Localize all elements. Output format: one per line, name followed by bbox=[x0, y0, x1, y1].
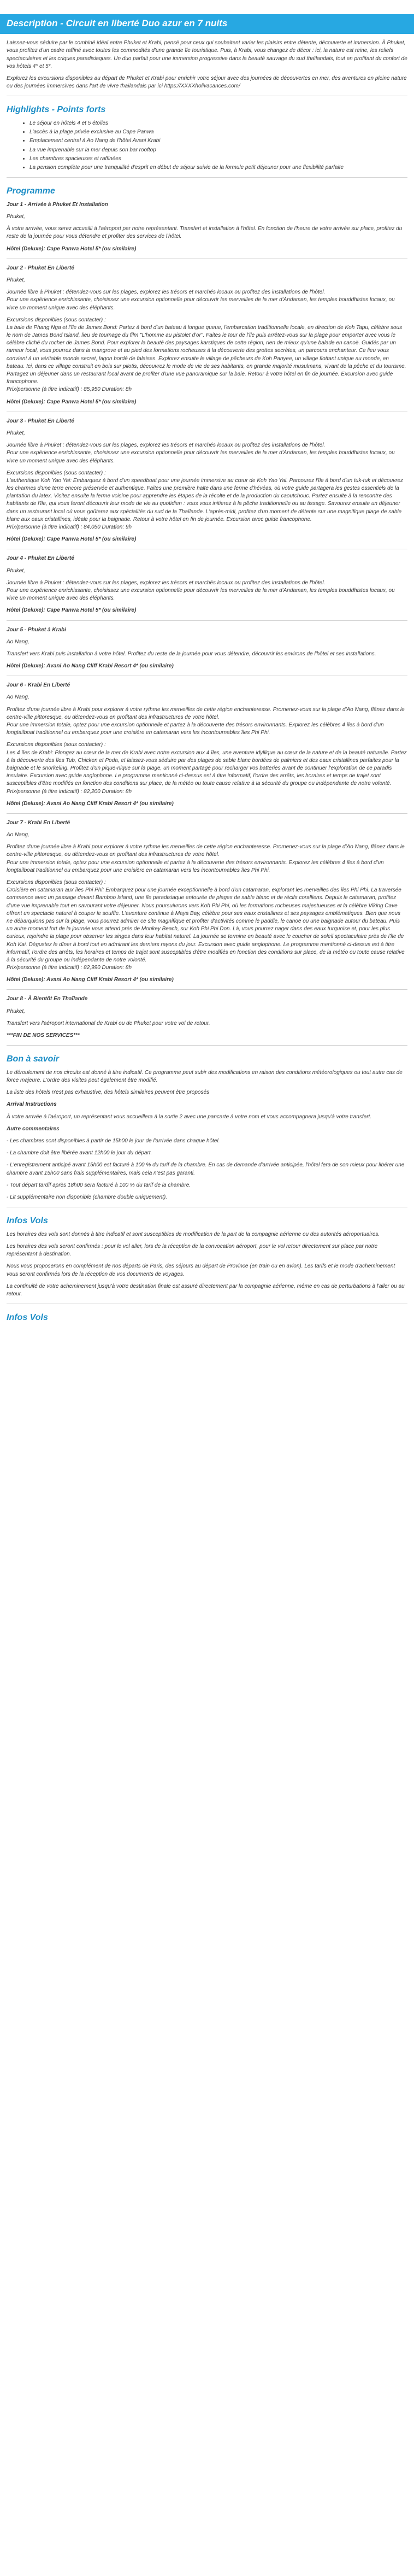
highlight-item: • Emplacement central à Ao Nang de l'hôtel Avani Krabi bbox=[29, 137, 407, 145]
page-title: Description - Circuit en liberté Duo azur en 7 nuits bbox=[7, 18, 228, 28]
day-hotel: Hôtel (Deluxe): Cape Panwa Hotel 5* (ou similaire) bbox=[7, 245, 137, 252]
day-location: Phuket, bbox=[7, 430, 25, 436]
intro-paragraph-2: Explorez les excursions disponibles au départ de Phuket et Krabi pour enrichir votre séjour avec des journées de découvertes en mer, des aventures en pleine nature ou des journées immersives dans l'art de vivre thaïlandais par ici https://XXXXholivacances.com/ bbox=[7, 75, 407, 90]
divider bbox=[7, 989, 407, 990]
infos-vols-heading-2: Infos Vols bbox=[7, 1313, 48, 1323]
info-paragraph: Le déroulement de nos circuits est donné à titre indicatif. Ce programme peut subir des modifications en raison des conditions météorologiques ou tout autre cas de force majeure. L'ordre des visites peut également être modifié. bbox=[7, 1069, 403, 1084]
highlights-section bbox=[0, 120, 414, 172]
day-location: Phuket, bbox=[7, 277, 25, 283]
day-title: Jour 3 - Phuket En Liberté bbox=[7, 418, 74, 424]
day-description: Transfert vers l'aéroport international de Krabi ou de Phuket pour votre vol de retour. bbox=[7, 1020, 210, 1026]
day-description: Journée libre à Phuket : détendez-vous sur les plages, explorez les trésors et marchés locaux ou profitez des installations de l'hôtel. Pour une expérience enrichissante, choisissez une excursion optionnelle pour découvrir les merveilles de la mer d'Andaman, les temples bouddhistes locaux, ou vivre un moment unique avec des éléphants. bbox=[7, 442, 395, 464]
intro-section bbox=[0, 39, 414, 90]
day-description: Profitez d'une journée libre à Krabi pour explorer à votre rythme les merveilles de cette région enchanteresse. Promenez-vous sur la plage d'Ao Nang, flânez dans le centre-ville pittoresque, ou détendez-vous en profitant des infrastructures de votre hôtel. Pour une immersion totale, optez pour une excursion optionnelle et partez à la découverte des trésors environnants. Explorez les célèbres 4 îles à bord d'un longtailboat traditionnel ou embarquez pour une croisière en catamaran vers les incontournables îles Phi Phi. bbox=[7, 706, 405, 736]
highlights-heading: Highlights - Points forts bbox=[7, 105, 106, 115]
day-6 bbox=[7, 682, 407, 808]
day-excursions: Excursions disponibles (sous contacter) : Croisière en catamaran aux îles Phi Phi: Embarquez pour une journée exceptionnelle à bord d'un catamaran, explorant les merveilles des îles Phi Phi. La traversée commence avec un passage devant Bamboo Island, une île paradisiaque entourée de plages de sable blanc et de récifs coralliens. Depuis le catamaran, profitez d'une vue imprenable tout en savourant votre déjeuner. Nous poursuivrons vers Koh Phi Phi, où les formations rocheuses majestueuses et la célèbre Viking Cave offrent un spectacle naturel à couper le souffle. L'aventure continue à Maya Bay, célèbre pour ses eaux cristallines et ses paysages emblématiques. Bien que nous ne débarquions pas sur la plage, vous pourrez admirer ce site magnifique et profiter d'activités comme le paddle, le canoë ou une baignade autour du bateau. Puis un autre moment fort de la journée vous attend près de Monkey Beach, sur Koh Phi Phi Don. Là, vous pourrez nager dans des eaux turquoise et, pour les plus curieux, rejoindre la plage pour observer les singes dans leur habitat naturel. La journée se termine en beauté avec le coucher de soleil spectaculaire près de l'île de Koh Kai. Dégustez le dîner à bord tout en admirant les derniers rayons du jour. Excursion avec guide anglophone. Le programme mentionné ci-dessus est à titre informatif, l'ordre des arrêts, les horaires et temps de trajet sont susceptibles d'être modifiés en fonction des conditions sur place, de la météo ou toute cause relative à la sécurité du groupe ou indépendante de notre volonté. Prix/personne (à titre indicatif) : 82,990 Duration: 8h bbox=[7, 879, 405, 971]
day-title: Jour 1 - Arrivée à Phuket Et Installation bbox=[7, 201, 108, 208]
day-description: Transfert vers Krabi puis installation à votre hôtel. Profitez du reste de la journée pour vous détendre, découvrir les environs de l'hôtel et ses installations. bbox=[7, 650, 376, 657]
comment-item: - Tout départ tardif après 18h00 sera facturé à 100 % du tarif de la chambre. bbox=[7, 1182, 191, 1188]
day-description: Profitez d'une journée libre à Krabi pour explorer à votre rythme les merveilles de cette région enchanteresse. Promenez-vous sur la plage d'Ao Nang, flânez dans le centre-ville pittoresque, ou détendez-vous en profitant des infrastructures de votre hôtel. Pour une immersion totale, optez pour une excursion optionnelle et partez à la découverte des trésors environnants. Explorez les célèbres 4 îles à bord d'un longtailboat traditionnel ou embarquez pour une croisière en catamaran vers les incontournables îles Phi Phi. bbox=[7, 844, 405, 873]
day-title: Jour 7 - Krabi En Liberté bbox=[7, 819, 70, 826]
highlight-item: • La vue imprenable sur la mer depuis son bar rooftop bbox=[29, 146, 407, 154]
day-description: Journée libre à Phuket : détendez-vous sur les plages, explorez les trésors et marchés locaux ou profitez des installations de l'hôtel. Pour une expérience enrichissante, choisissez une excursion optionnelle pour découvrir les merveilles de la mer d'Andaman, les temples bouddhistes locaux, ou vivre un moment unique avec des éléphants. bbox=[7, 579, 395, 602]
other-comments-heading: Autre commentaires bbox=[7, 1125, 60, 1132]
day-hotel: Hôtel (Deluxe): Avani Ao Nang Cliff Krabi Resort 4* (ou similaire) bbox=[7, 977, 174, 983]
day-hotel: Hôtel (Deluxe): Cape Panwa Hotel 5* (ou similaire) bbox=[7, 607, 137, 614]
day-5 bbox=[7, 626, 407, 671]
page-title-banner bbox=[0, 14, 414, 34]
intro-paragraph-1: Laissez-vous séduire par le combiné idéal entre Phuket et Krabi, pensé pour ceux qui souhaitent varier les plaisirs entre détente, découverte et immersion. À Phuket, vous profitez d'un cadre raffiné avec toutes les commodités d'une grande île touristique. Puis, à Krabi, vous changez de décor : ici, la nature est reine, les reliefs spectaculaires et les criques paradisiaques. Un duo parfait pour une immersion progressive dans la beauté sauvage du sud thaïlandais, tout en profitant du confort de vos hôtels 4* et 5*. bbox=[7, 40, 407, 69]
divider bbox=[7, 1045, 407, 1046]
day-description: À votre arrivée, vous serez accueilli à l'aéroport par notre représentant. Transfert et installation à l'hôtel. En fonction de l'heure de votre arrivée sur place, profitez du reste de la journée pour vous détendre et profiter des services de l'hôtel. bbox=[7, 226, 404, 240]
infos-vols-section bbox=[0, 1231, 414, 1298]
day-excursions: Excursions disponibles (sous contacter) : Les 4 îles de Krabi: Plongez au cœur de la mer de Krabi avec notre excursion aux 4 îles, une aventure idyllique au cœur de la nature et de la beauté naturelle. Partez à la découverte des îles Tub, Chicken et Poda, et laissez-vous séduire par des plages de sable blanc bordées de palmiers et des eaux cristallines parfaites pour la baignade et le snorkeling. Profitez d'un pique-nique sur la plage, un moment partagé pour recharger vos batteries avant de continuer l'exploration de ce paradis insulaire. Excursion avec guide anglophone. Le programme mentionné ci-dessus est à titre informatif, l'ordre des arrêts, les horaires et temps de trajet sont susceptibles d'être modifiés en fonction des conditions sur place, de la météo ou toute cause relative à la sécurité du groupe ou indépendante de notre volonté. Prix/personne (à titre indicatif) : 82,200 Duration: 8h bbox=[7, 742, 407, 795]
highlight-item: • Les chambres spacieuses et raffinées bbox=[29, 155, 407, 163]
bon-a-savoir-section bbox=[0, 1069, 414, 1201]
day-location: Ao Nang, bbox=[7, 832, 29, 838]
highlight-item: • L'accès à la plage privée exclusive au Cape Panwa bbox=[29, 128, 407, 136]
end-of-services: ***FIN DE NOS SERVICES*** bbox=[7, 1032, 80, 1038]
day-title: Jour 5 - Phuket à Krabi bbox=[7, 626, 66, 633]
comment-item: - La chambre doit être libérée avant 12h00 le jour du départ. bbox=[7, 1150, 152, 1157]
flight-info-paragraph: La continuité de votre acheminement jusqu'à votre destination finale est assuré directement par la compagnie aérienne, même en cas de perturbations à l'aller ou au retour. bbox=[7, 1283, 405, 1297]
day-description: Journée libre à Phuket : détendez-vous sur les plages, explorez les trésors et marchés locaux ou profitez des installations de l'hôtel. Pour une expérience enrichissante, choisissez une excursion optionnelle pour découvrir les merveilles de la mer d'Andaman, les temples bouddhistes locaux, ou vivre un moment unique avec des éléphants. bbox=[7, 289, 395, 311]
flight-info-paragraph: Les horaires des vols seront confirmés : pour le vol aller, lors de la réception de la convocation aéroport, pour le vol retour directement sur place par notre représentant à destination. bbox=[7, 1243, 378, 1258]
bon-a-savoir-heading: Bon à savoir bbox=[7, 1054, 60, 1064]
day-title: Jour 8 - À Bientôt En Thaïlande bbox=[7, 996, 88, 1002]
comment-item: - Les chambres sont disponibles à partir de 15h00 le jour de l'arrivée dans chaque hôtel. bbox=[7, 1138, 220, 1145]
info-paragraph: La liste des hôtels n'est pas exhaustive, des hôtels similaires peuvent être proposés bbox=[7, 1089, 210, 1096]
day-location: Ao Nang, bbox=[7, 694, 29, 701]
divider bbox=[7, 813, 407, 814]
day-excursions: Excursions disponibles (sous contacter) : La baie de Phang Nga et l'île de James Bond: Partez à bord d'un bateau à longue queue, l'embarcation traditionnelle locale, en direction de Koh Tapu, célèbre sous le nom de James Bond Island, lieu de tournage du film "L'homme au pistolet d'or". Faites le tour de l'île puis arrêtez-vous sur la plage pour emporter avec vous le célèbre cliché du rocher de James Bond. Pour explorer la beauté des paysages karstiques de cette région, rien de mieux qu'une balade en canoë. Guidés par un rameur local, vous pourrez dans la mangrove et au pied des formations rocheuses à la découverte des grottes secrètes, un parcours enchanteur. Ce lieu vous convient à un véritable monde secret, lagon bordé de falaises. Explorez ensuite le village de pêcheurs de Koh Panyee, un village flottant unique au monde, en bateau. Ici, dans ce village construit en bois sur pilotis, découvrez le mode de vie de ses habitants, en grande majorité musulmans, vivant de la pêche et du tourisme. Partagez un déjeuner dans un restaurant local avant de profiter d'une vue panoramique sur la baie. Retour à votre hôtel en fin de journée. Excursion avec guide francophone. Prix/personne (à titre indicatif) : 85,950 Duration: 8h bbox=[7, 316, 406, 393]
infos-vols-heading: Infos Vols bbox=[7, 1216, 48, 1226]
day-3 bbox=[7, 418, 407, 544]
flight-info-paragraph: Les horaires des vols sont donnés à titre indicatif et sont susceptibles de modification de la part de la compagnie aérienne ou des autorités aéroportuaires. bbox=[7, 1231, 380, 1237]
arrival-instructions-heading: Arrival Instructions bbox=[7, 1101, 57, 1108]
programme-section bbox=[0, 201, 414, 1040]
day-title: Jour 2 - Phuket En Liberté bbox=[7, 265, 74, 271]
day-location: Ao Nang, bbox=[7, 638, 29, 645]
day-hotel: Hôtel (Deluxe): Avani Ao Nang Cliff Krabi Resort 4* (ou similaire) bbox=[7, 663, 174, 670]
day-hotel: Hôtel (Deluxe): Cape Panwa Hotel 5* (ou similaire) bbox=[7, 398, 137, 405]
comment-item: - Lit supplémentaire non disponible (chambre double uniquement). bbox=[7, 1194, 168, 1200]
programme-heading: Programme bbox=[7, 186, 55, 196]
day-hotel: Hôtel (Deluxe): Avani Ao Nang Cliff Krabi Resort 4* (ou similaire) bbox=[7, 800, 174, 807]
bottom-spacer bbox=[0, 1328, 414, 1344]
day-8 bbox=[7, 995, 407, 1040]
day-4 bbox=[7, 555, 407, 614]
day-excursions: Excursions disponibles (sous contacter) : L'authentique Koh Yao Yai: Embarquez à bord d'un speedboat pour une journée immersive au cœur de Koh Yao Yai. Parcourez l'île à bord d'un tuk-tuk et découvrez les charmes d'une terre encore préservée et authentique. Faites une première halte dans une ferme d'hévéas, où votre guide partagera les gestes essentiels de la plantation du latex. Visitez ensuite la ferme voisine pour apprendre les étapes de la récolte et de la production du caoutchouc. Partez ensuite à la rencontre des habitants de l'île, qui vous feront découvrir leur mode de vie au quotidien : vous vous initierez à la pêche traditionnelle ou au tissage. Savourez ensuite un déjeuner dans un restaurant local où vous goûterez aux spécialités du sud de la Thaïlande. L'après-midi, profitez d'un moment de détente sur une magnifique plage de sable blanc aux eaux cristallines, idéale pour la baignade. Retour à votre hôtel en fin de journée. Excursion avec guide francophone. Prix/personne (à titre indicatif) : 84,050 Duration: 9h bbox=[7, 470, 404, 530]
highlights-list bbox=[7, 120, 407, 172]
day-location: Phuket, bbox=[7, 567, 25, 574]
day-title: Jour 4 - Phuket En Liberté bbox=[7, 555, 74, 562]
divider bbox=[7, 620, 407, 621]
day-hotel: Hôtel (Deluxe): Cape Panwa Hotel 5* (ou similaire) bbox=[7, 536, 137, 543]
day-2 bbox=[7, 265, 407, 406]
day-1 bbox=[7, 201, 407, 253]
flight-info-paragraph: Nous vous proposerons en complément de nos départs de Paris, des séjours au départ de Province (en train ou en avion). Les tarifs et le mode d'acheminement vous seront confirmés lors de la réception de vos documents de voyages. bbox=[7, 1263, 395, 1277]
day-location: Phuket, bbox=[7, 1008, 25, 1014]
highlight-item: • Le séjour en hôtels 4 et 5 étoiles bbox=[29, 120, 407, 127]
arrival-instructions-text: À votre arrivée à l'aéroport, un représentant vous accueillera à la sortie 2 avec une pancarte à votre nom et vous accompagnera jusqu'à votre transfert. bbox=[7, 1113, 372, 1120]
highlight-item: • La pension complète pour une tranquillité d'esprit en début de séjour suivie de la formule petit déjeuner pour une flexibilité parfaite bbox=[29, 164, 407, 172]
day-location: Phuket, bbox=[7, 214, 25, 220]
day-7 bbox=[7, 819, 407, 984]
day-title: Jour 6 - Krabi En Liberté bbox=[7, 682, 70, 689]
comment-item: - L'enregistrement anticipé avant 15h00 est facturé à 100 % du tarif de la chambre. En cas de demande d'arrivée anticipée, l'hôtel fera de son mieux pour libérer une chambre avant 15h00 sans frais supplémentaires, mais cela n'est pas garanti. bbox=[7, 1162, 405, 1176]
divider bbox=[7, 177, 407, 178]
